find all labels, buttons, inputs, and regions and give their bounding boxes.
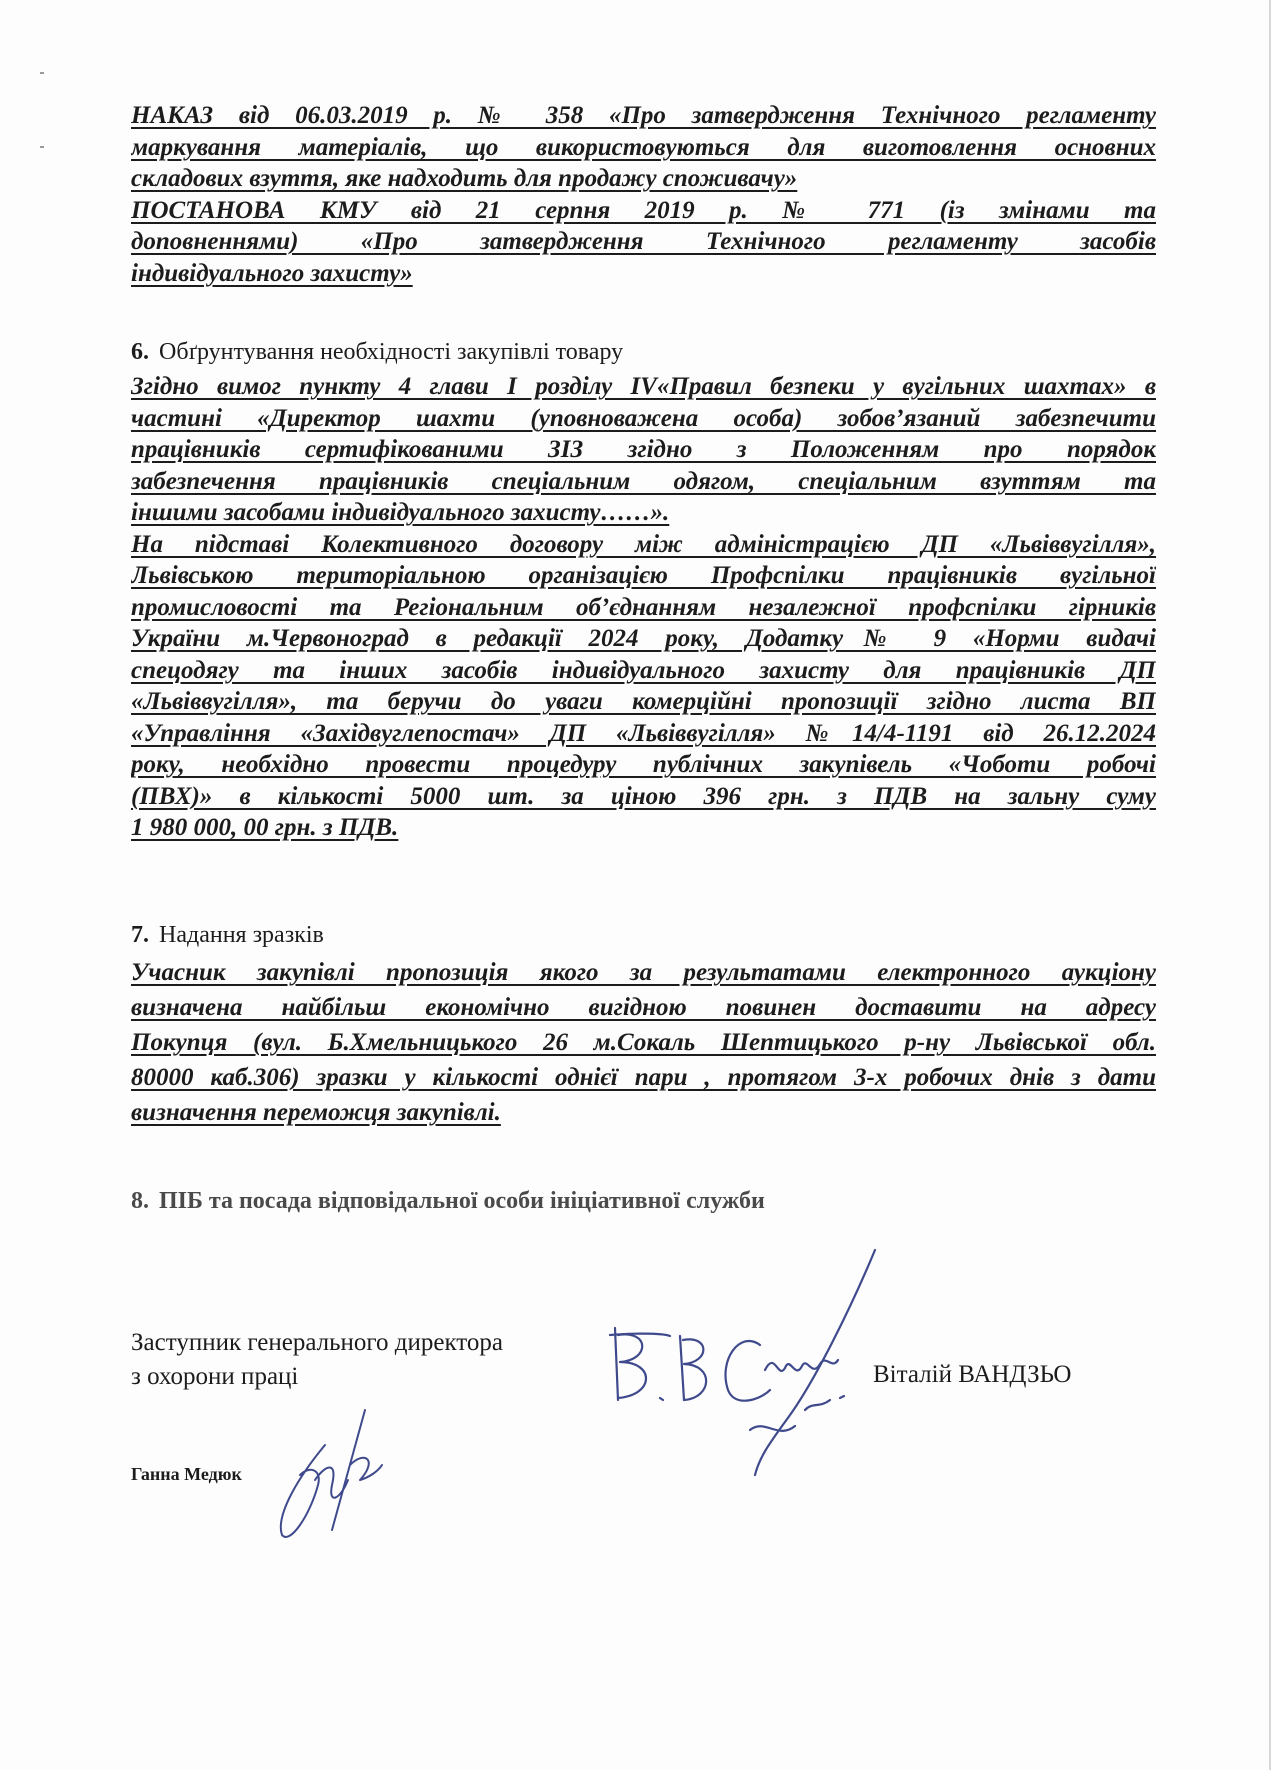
section7-title: Надання зразків	[159, 922, 324, 948]
section6-line: На підставі Колективного договору між адміністрацією ДП «Львіввугілля»,	[131, 530, 1156, 558]
regulations-line: НАКАЗ від 06.03.2019 р. № 358 «Про затвердження Технічного регламенту	[131, 102, 1156, 129]
scan-speck	[40, 146, 44, 148]
section6-line: року, необхідно провести процедуру публічних закупівель «Чоботи робочі	[131, 751, 1156, 778]
section6-line: іншими засобами індивідуального захисту……».	[131, 499, 670, 526]
section7-line: Учасник закупівлі пропозиція якого за результатами електронного аукціону	[131, 959, 1156, 986]
section6-line: частині «Директор шахти (уповноважена особа) зобов’язаний забезпечити	[131, 404, 1156, 432]
section6-line: працівників сертифікованими ЗІЗ згідно з Положенням про порядок	[131, 436, 1156, 463]
section6-line: спецодягу та інших засобів індивідуального захисту для працівників ДП	[131, 656, 1156, 684]
executor-name: Ганна Медюк	[131, 1464, 242, 1484]
section7-heading	[131, 922, 324, 949]
section8-number: 8.	[131, 1188, 149, 1214]
regulations-line: маркування матеріалів, що використовуються для виготовлення основних	[131, 133, 1156, 161]
section6-line: «Управління «Західвуглепостач» ДП «Львіввугілля» №14/4-1191 від 26.12.2024	[131, 719, 1156, 747]
section7-line: визначення переможця закупівлі.	[131, 1099, 501, 1126]
section6-line: України м.Червоноград в редакції 2024 року, Додатку№ 9 «Норми видачі	[131, 625, 1156, 652]
regulations-line: індивідуального захисту»	[131, 259, 413, 287]
signatory-position-line: з охорони праці	[131, 1363, 299, 1390]
section6-title: Обґрунтування необхідності закупівлі товару	[159, 339, 624, 365]
signatory-position-line: Заступник генерального директора	[131, 1329, 503, 1356]
section7-line: Покупця (вул. Б.Хмельницького 26 м.Сокаль Шептицького р-ну Львівської обл.	[131, 1029, 1156, 1056]
signatory-position	[131, 1326, 503, 1394]
section7-body	[131, 955, 1156, 1130]
regulations-line: складових взуття, яке надходить для продажу споживачу»	[131, 165, 798, 192]
section7-line: визначена найбільш економічно вигідною повинен доставити на адресу	[131, 994, 1156, 1021]
section6-line: Львівською територіальною організацією Профспілки працівників вугільної	[131, 562, 1156, 589]
section6-heading	[131, 339, 623, 366]
section8-title: ПІБ та посада відповідальної особи ініціативної служби	[159, 1188, 765, 1214]
section6-line: промисловості та Регіональним об’єднанням незалежної профспілки гірників	[131, 593, 1156, 621]
section7-number: 7.	[131, 922, 149, 948]
section6-number: 6.	[131, 339, 149, 365]
section8-heading	[131, 1188, 765, 1215]
director-signature	[600, 1250, 900, 1480]
regulations-block	[131, 100, 1156, 289]
section6-line: Згідно вимог пункту 4 глави I розділу IV«Правил безпеки у вугільних шахтах» в	[131, 373, 1156, 400]
section6-line: забезпечення працівників спеціальним одягом, спеціальним взуттям та	[131, 467, 1156, 495]
section6-line: 1 980 000, 00 грн. з ПДВ.	[131, 814, 399, 841]
signatory-name: Віталій ВАНДЗЬО	[873, 1361, 1072, 1388]
section6-body	[131, 371, 1156, 844]
section6-line: (ПВХ)» в кількості 5000 шт. за ціною 396 грн. з ПДВ на зальну суму	[131, 782, 1156, 810]
executor-signature	[270, 1405, 410, 1545]
regulations-line: ПОСТАНОВА КМУ від 21 серпня 2019 р. № 771 (із змінами та	[131, 196, 1156, 224]
scan-speck	[40, 72, 44, 74]
section7-line: 80000 каб.306) зразки у кількості однієї пари , протягом 3-х робочих днів з дати	[131, 1064, 1156, 1091]
regulations-line: доповненнями) «Про затвердження Технічного регламенту засобів	[131, 228, 1156, 255]
section6-line: «Львіввугілля», та беручи до уваги комерційні пропозиції згідно листа ВП	[131, 688, 1156, 715]
